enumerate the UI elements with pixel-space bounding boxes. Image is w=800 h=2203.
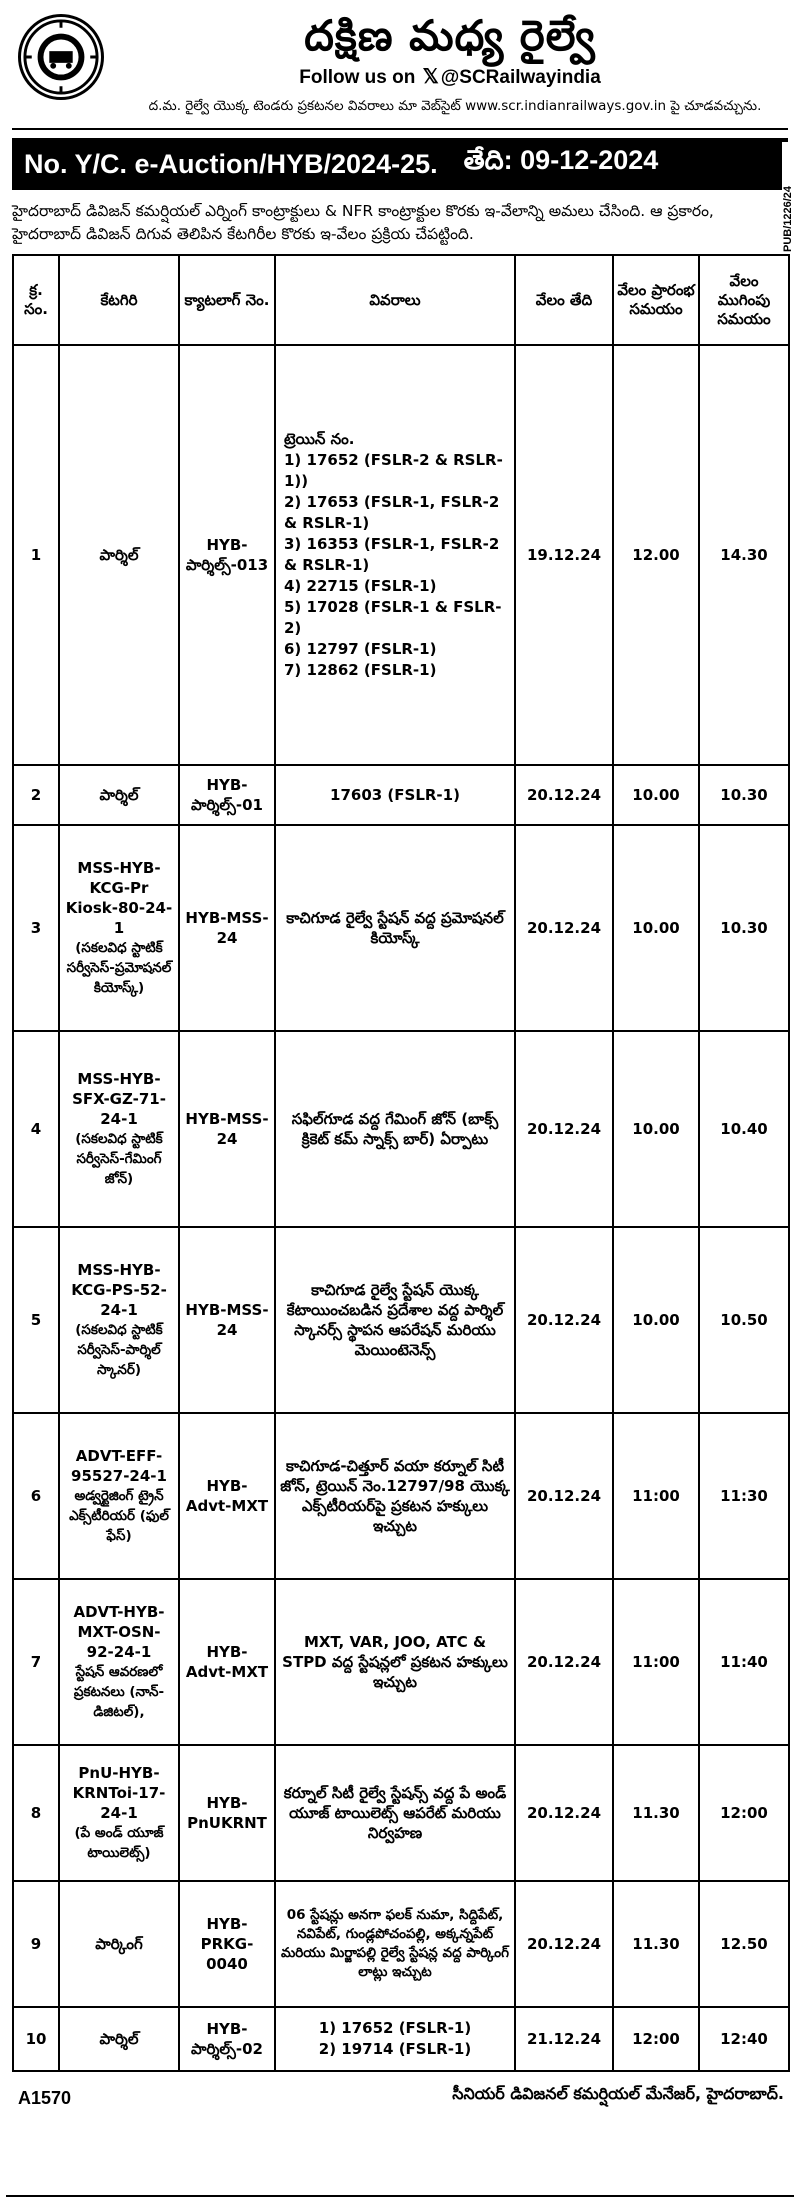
row-date: 20.12.24 (515, 765, 613, 825)
org-name: దక్షిణ మధ్య రైల్వే (304, 11, 596, 60)
table-row (13, 2007, 789, 2071)
row-category: పార్శిల్ (59, 2007, 179, 2071)
details-line: 5) 17028 (FSLR-1 & FSLR-2) (284, 598, 502, 637)
row-date: 20.12.24 (515, 825, 613, 1031)
category-code: MSS-HYB-SFX-GZ-71-24-1 (72, 1070, 166, 1128)
col-header-date: వేలం తేది (515, 255, 613, 345)
col-header-catalog: క్యాటలాగ్ నెం. (179, 255, 275, 345)
table-row (13, 345, 789, 765)
category-code: ADVT-EFF-95527-24-1 (71, 1447, 167, 1485)
row-end-time: 14.30 (699, 345, 789, 765)
row-catalog: HYB-MSS-24 (179, 1031, 275, 1227)
row-start-time: 12:00 (613, 2007, 699, 2071)
row-catalog: HYB-PRKG-0040 (179, 1881, 275, 2007)
category-code: MSS-HYB-KCG-PS-52-24-1 (71, 1261, 167, 1319)
website-line: ద.మ. రైల్వే యొక్క టెండరు ప్రకటనల వివరాలు మా వెబ్‌సైట్ www.scr.indianrailways.gov.in పై చూడవచ్చును. (148, 98, 762, 114)
details-line: 3) 16353 (FSLR-1, FSLR-2 & RSLR-1) (284, 535, 500, 574)
row-catalog: HYB-MSS-24 (179, 1227, 275, 1413)
row-sno: 1 (13, 345, 59, 765)
row-catalog: HYB-MSS-24 (179, 825, 275, 1031)
publication-code: PUB/1226/24 (782, 142, 798, 252)
details-line: 6) 12797 (FSLR-1) (284, 640, 437, 658)
details-line: 2) 19714 (FSLR-1) (318, 2040, 472, 2058)
row-details: 06 స్టేషన్లు అనగా ఫలక్ నుమా, సిద్దిపేట్, నవిపేట్, గుండ్లపోచంపల్లి, అక్కన్నపేట్ మరియు మిర్జాపల్లి రైల్వే స్టేషన్ల వద్ద పార్కింగ్ లాట్లు ఇచ్చుట (275, 1881, 515, 2007)
notice-footer (12, 2084, 788, 2114)
row-date: 20.12.24 (515, 1881, 613, 2007)
col-header-start-time: వేలం ప్రారంభ సమయం (613, 255, 699, 345)
row-category: పార్కింగ్ (59, 1881, 179, 2007)
row-start-time: 11:00 (613, 1579, 699, 1745)
category-description: (సకలవిధ స్టాటిక్ సర్వీసెస్-గేమింగ్ జోన్) (75, 1131, 163, 1187)
details-line: ట్రెయిన్ నం. (284, 430, 355, 448)
row-start-time: 11:00 (613, 1413, 699, 1579)
row-start-time: 12.00 (613, 345, 699, 765)
category-description: (సకలవిధ స్టాటిక్ సర్వీసెస్-ప్రమోషనల్ కియోస్క్) (66, 940, 172, 996)
row-catalog: HYB-Advt-MXT (179, 1413, 275, 1579)
row-sno: 4 (13, 1031, 59, 1227)
row-end-time: 12.50 (699, 1881, 789, 2007)
col-header-end-time: వేలం ముగింపు సమయం (699, 255, 789, 345)
row-sno: 2 (13, 765, 59, 825)
row-details: MXT, VAR, JOO, ATC & STPD వద్ద స్టేషన్లలో ప్రకటన హక్కులు ఇచ్చుట (275, 1579, 515, 1745)
notice-number: No. Y/C. e-Auction/HYB/2024-25. (24, 148, 438, 179)
row-end-time: 12:40 (699, 2007, 789, 2071)
details-line: 7) 12862 (FSLR-1) (284, 661, 437, 679)
follow-prefix: Follow us on (299, 67, 416, 88)
row-details: కర్నూల్ సిటీ రైల్వే స్టేషన్స్ వద్ద పే అండ్ యూజ్ టాయిలెట్స్ ఆపరేట్ మరియు నిర్వహణ (275, 1745, 515, 1881)
row-category (59, 1579, 179, 1745)
page-bottom-rule (6, 2193, 794, 2197)
category-description: (సకలవిధ స్టాటిక్ సర్వీసెస్-పార్శిల్ స్కానర్) (75, 1322, 163, 1378)
row-date: 20.12.24 (515, 1031, 613, 1227)
row-details: కాచిగూడ-చిత్తూర్ వయా కర్నూల్ సిటీ జోన్, ట్రెయిన్ నెం.12797/98 యొక్క ఎక్స్‌టీరియర్‌పై ప్రకటన హక్కులు ఇచ్చుట (275, 1413, 515, 1579)
row-date: 20.12.24 (515, 1745, 613, 1881)
indian-railways-emblem-icon (18, 14, 104, 100)
category-code: PnU-HYB-KRNToi-17-24-1 (72, 1764, 166, 1822)
category-description: (పే అండ్ యూజ్ టాయిలెట్స్) (74, 1825, 164, 1861)
details-line: 2) 17653 (FSLR-1, FSLR-2 & RSLR-1) (284, 493, 500, 532)
row-end-time: 11:30 (699, 1413, 789, 1579)
row-details: సఫిల్‌గూడ వద్ద గేమింగ్ జోన్ (బాక్స్ క్రికెట్ కమ్ స్నాక్స్ బార్) ఏర్పాటు (275, 1031, 515, 1227)
table-header-row (13, 255, 789, 345)
row-end-time: 11:40 (699, 1579, 789, 1745)
row-start-time: 11.30 (613, 1881, 699, 2007)
row-start-time: 10.00 (613, 1031, 699, 1227)
col-header-sno: క్ర. సం. (13, 255, 59, 345)
row-details (275, 345, 515, 765)
row-sno: 10 (13, 2007, 59, 2071)
notice-date: తేది: 09-12-2024 (463, 145, 659, 175)
row-sno: 5 (13, 1227, 59, 1413)
table-row (13, 1413, 789, 1579)
details-line: 4) 22715 (FSLR-1) (284, 577, 437, 595)
row-start-time: 10.00 (613, 825, 699, 1031)
row-details (275, 2007, 515, 2071)
row-sno: 6 (13, 1413, 59, 1579)
row-details: కాచిగూడ రైల్వే స్టేషన్ యొక్క కేటాయించబడిన ప్రదేశాల వద్ద పార్శిల్ స్కానర్స్ స్థాపన ఆపరేషన్ మరియు మెయింటెనెన్స్ (275, 1227, 515, 1413)
row-date: 20.12.24 (515, 1413, 613, 1579)
row-sno: 9 (13, 1881, 59, 2007)
table-row (13, 1881, 789, 2007)
table-row (13, 825, 789, 1031)
row-catalog: HYB-పార్శిల్స్-013 (179, 345, 275, 765)
table-row (13, 1031, 789, 1227)
row-sno: 3 (13, 825, 59, 1031)
row-details: కాచిగూడ రైల్వే స్టేషన్ వద్ద ప్రమోషనల్ కియోస్క్ (275, 825, 515, 1031)
row-date: 20.12.24 (515, 1579, 613, 1745)
row-end-time: 12:00 (699, 1745, 789, 1881)
notice-code: A1570 (18, 2088, 72, 2108)
row-start-time: 10.00 (613, 765, 699, 825)
row-end-time: 10.50 (699, 1227, 789, 1413)
category-code: MSS-HYB-KCG-Pr Kiosk-80-24-1 (65, 859, 173, 937)
notice-header (12, 8, 788, 130)
details-line: 1) 17652 (FSLR-2 & RSLR-1)) (284, 451, 503, 490)
row-end-time: 10.40 (699, 1031, 789, 1227)
row-catalog: HYB-PnUKRNT (179, 1745, 275, 1881)
row-end-time: 10.30 (699, 765, 789, 825)
row-category (59, 1745, 179, 1881)
table-row (13, 1227, 789, 1413)
row-sno: 7 (13, 1579, 59, 1745)
category-description: స్టేషన్ ఆవరణలో ప్రకటనలు (నాన్-డిజిటల్), (73, 1664, 165, 1720)
x-logo-icon: 𝕏 (422, 66, 439, 88)
row-catalog: HYB-Advt-MXT (179, 1579, 275, 1745)
row-catalog: HYB-పార్శిల్స్-02 (179, 2007, 275, 2071)
signatory: సీనియర్ డివిజనల్ కమర్షియల్ మేనేజర్, హైదరాబాద్. (452, 2084, 784, 2103)
row-category (59, 1413, 179, 1579)
auction-table (12, 254, 790, 2072)
table-row (13, 765, 789, 825)
table-row (13, 1579, 789, 1745)
row-sno: 8 (13, 1745, 59, 1881)
row-category (59, 1031, 179, 1227)
row-catalog: HYB-పార్శిల్స్-01 (179, 765, 275, 825)
row-details: 17603 (FSLR-1) (275, 765, 515, 825)
row-start-time: 11.30 (613, 1745, 699, 1881)
col-header-category: కేటగిరి (59, 255, 179, 345)
category-code: ADVT-HYB-MXT-OSN-92-24-1 (73, 1603, 165, 1661)
table-row (13, 1745, 789, 1881)
row-start-time: 10.00 (613, 1227, 699, 1413)
row-category: పార్శిల్ (59, 345, 179, 765)
details-line: 1) 17652 (FSLR-1) (318, 2019, 472, 2037)
category-description: అడ్వర్టైజింగ్ ట్రైన్ ఎక్స్‌టీరియర్ (ఫుల్ ఫేస్) (69, 1488, 169, 1544)
row-date: 21.12.24 (515, 2007, 613, 2071)
row-date: 19.12.24 (515, 345, 613, 765)
row-category (59, 825, 179, 1031)
row-category (59, 1227, 179, 1413)
social-handle: @SCRailwayindia (440, 67, 601, 88)
row-category: పార్శిల్ (59, 765, 179, 825)
col-header-details: వివరాలు (275, 255, 515, 345)
follow-us-line (122, 64, 778, 91)
row-date: 20.12.24 (515, 1227, 613, 1413)
row-end-time: 10.30 (699, 825, 789, 1031)
intro-paragraph: హైదరాబాద్ డివిజన్ కమర్షియల్ ఎర్నింగ్ కాంట్రాక్టులు & NFR కాంట్రాక్టుల కొరకు ఇ-వేలాన్ని అమలు చేసింది. ఆ ప్రకారం, హైదరాబాద్ డివిజన్ దిగువ తెలిపిన కేటగిరీల కొరకు ఇ-వేలం ప్రక్రియ చేపట్టింది. (12, 202, 714, 243)
